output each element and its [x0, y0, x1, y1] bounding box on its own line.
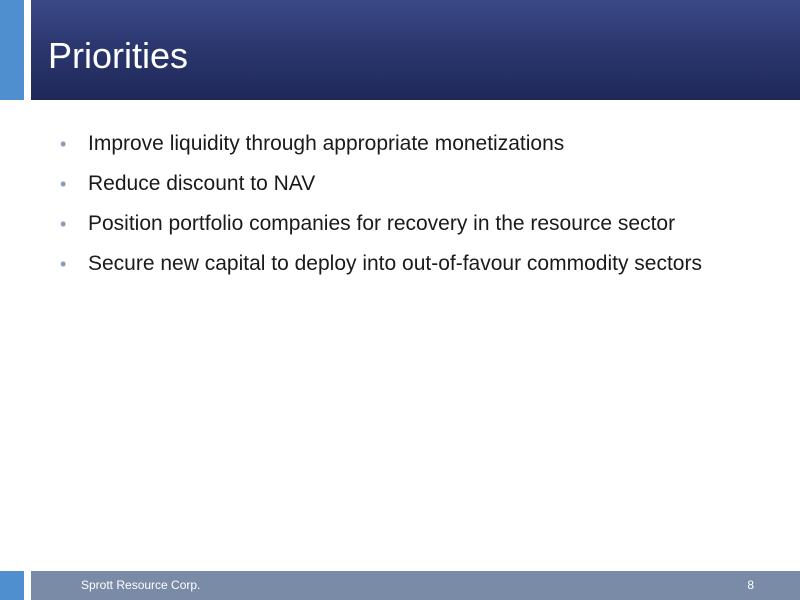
bullet-text: Position portfolio companies for recovery in the resource sector: [88, 212, 676, 235]
bullet-text: Reduce discount to NAV: [88, 172, 316, 195]
bullet-item: [60, 208, 780, 248]
bullet-item: [60, 168, 780, 208]
bullet-icon: •: [60, 254, 67, 274]
slide-title: Priorities: [48, 35, 189, 76]
footer-company-name: Sprott Resource Corp.: [81, 578, 201, 592]
bullet-text: Improve liquidity through appropriate monetizations: [88, 132, 565, 155]
page-number: 8: [747, 578, 754, 592]
bullet-text: Secure new capital to deploy into out-of-favour commodity sectors: [88, 252, 702, 275]
bullet-item: [60, 128, 780, 168]
footer-accent-bar: [0, 571, 24, 600]
bullet-icon: •: [60, 134, 67, 154]
bullet-list: [60, 128, 780, 288]
bullet-icon: •: [60, 174, 67, 194]
bullet-icon: •: [60, 214, 67, 234]
bullet-item: [60, 248, 780, 288]
header-accent-bar: [0, 0, 24, 100]
